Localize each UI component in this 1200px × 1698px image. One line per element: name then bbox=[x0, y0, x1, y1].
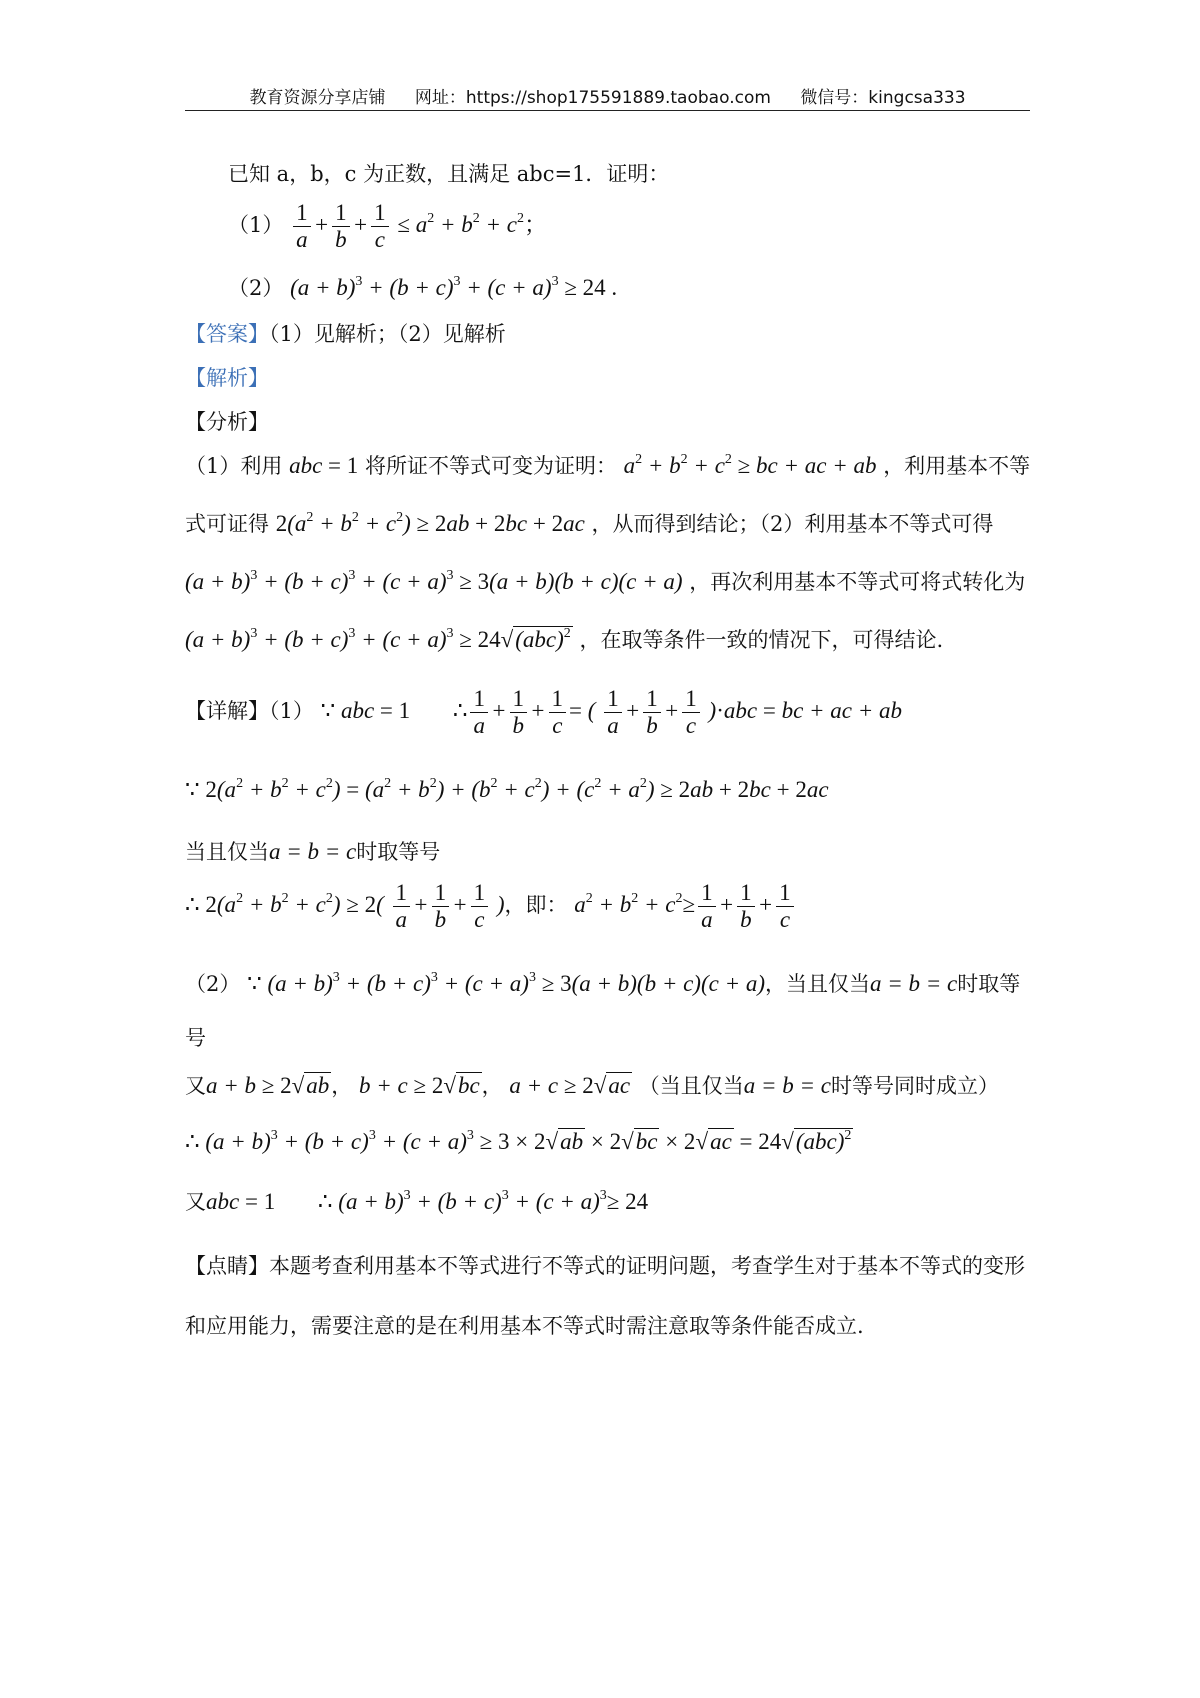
problem-part1 bbox=[228, 200, 547, 253]
detail-p1: （1） bbox=[269, 698, 314, 723]
fenxi-line-4: $(a + b)^3 + (b + c)^3 + (c + a)^3 \ge 24√(abc)^2$ ，在取等条件一致的情况下，可得结论. bbox=[185, 626, 944, 652]
fenxi-line-3: $(a + b)^3 + (b + c)^3 + (c + a)^3 \ge 3(a + b)(b + c)(c + a)$ ，再次利用基本不等式可将式转化为 bbox=[185, 568, 1026, 594]
detail-line-3: 当且仅当a = b = c时取等号 bbox=[185, 839, 441, 864]
cond-2: 时等号同时成立） bbox=[831, 1074, 999, 1098]
fenxi-t2: 将所证不等式可变为证明： bbox=[364, 454, 617, 478]
detail-ie: ，即： bbox=[504, 892, 568, 917]
detail-line-2: ∵ $2(a^2 + b^2 + c^2) = (a^2 + b^2) + (b^2 + c^2) + (c^2 + a^2) \ge 2ab + 2bc + 2ac$ bbox=[185, 776, 829, 802]
analysis-tag: 【解析】 bbox=[185, 366, 269, 390]
fenxi-t4: 式可证得 bbox=[185, 512, 269, 536]
fenxi-tag: 【分析】 bbox=[185, 410, 269, 434]
detail-line-8: 又abc = 1 ∴ $(a + b)^3 + (b + c)^3 + (c + a)^3\ge 24$ bbox=[185, 1188, 649, 1214]
detail-tag: 【详解】 bbox=[185, 698, 269, 723]
detail-line-4: ∴ $2(a^2 + b^2 + c^2) \ge 2$( $\frac{1}{a}$ + $\frac{1}{b}$ + $\frac{1}{c}$ )，即： $a^2 + b^2 + c^2\ge$ $\frac{1}{a}$ + $\frac{1}{b}$ + $\frac{1}{c}$ bbox=[185, 880, 797, 933]
dianjing-tag: 【点睛】 bbox=[185, 1254, 269, 1278]
equal-note2: 时取等号 bbox=[356, 840, 441, 864]
page-header bbox=[185, 76, 1030, 111]
p2-note: ，当且仅当 bbox=[765, 972, 871, 996]
detail-line-5: （2） ∵ $(a + b)^3 + (b + c)^3 + (c + a)^3 \ge 3(a + b)(b + c)(c + a)$，当且仅当a = b = c时取等 bbox=[185, 970, 1021, 996]
fenxi-t1: （1）利用 bbox=[185, 454, 283, 478]
problem-intro: 已知 a，b，c 为正数，且满足 abc=1．证明： bbox=[228, 162, 670, 186]
part2-label: （2） bbox=[228, 276, 284, 300]
problem-part2 bbox=[228, 272, 617, 302]
detail-line-6: 又a + b ≥ 2√ab， b + c ≥ 2√bc， a + c ≥ 2√ac （当且仅当a = b = c时等号同时成立） bbox=[185, 1073, 999, 1098]
equal-note: 当且仅当 bbox=[185, 840, 269, 864]
dianjing-paragraph bbox=[185, 1236, 1030, 1356]
fenxi-t7: ，在取等条件一致的情况下，可得结论. bbox=[579, 628, 944, 652]
answer-tag: 【答案】 bbox=[185, 322, 269, 346]
you-2: 又 bbox=[185, 1190, 206, 1214]
cond-1: （当且仅当 bbox=[638, 1074, 744, 1098]
fenxi-t5: ，从而得到结论；（2）利用基本不等式可得 bbox=[591, 512, 994, 536]
fenxi-line-2: 式可证得 $2(a^2 + b^2 + c^2) \ge 2ab + 2bc + 2ac$ ，从而得到结论；（2）利用基本不等式可得 bbox=[185, 510, 994, 536]
part2-formula: $(a + b)^3 + (b + c)^3 + (c + a)^3 \ge 24$ . bbox=[290, 274, 618, 300]
you-1: 又 bbox=[185, 1074, 206, 1098]
part1-formula: $\frac{1}{a}$ + $\frac{1}{b}$ + $\frac{1}{c}$ ≤ $a^2 + b^2 + c^2$； bbox=[290, 212, 547, 237]
detail-line-7: ∴ $(a + b)^3 + (b + c)^3 + (c + a)^3 \ge 3 \times 2√ab \times 2√bc \times 2√ac = 24√(abc)^2$ bbox=[185, 1128, 852, 1154]
detail-p2: （2） bbox=[185, 972, 241, 996]
header-wechat: 微信号：kingcsa333 bbox=[800, 88, 966, 108]
fenxi-line-1: （1）利用 abc = 1 将所证不等式可变为证明： $a^2 + b^2 + c^2$ ≥ bc + ac + ab ，利用基本不等 bbox=[185, 452, 1031, 478]
header-shop: 教育资源分享店铺 bbox=[249, 88, 386, 108]
p2-note2: 时取等 bbox=[957, 972, 1021, 996]
fenxi-t6: ，再次利用基本不等式可将式转化为 bbox=[689, 570, 1026, 594]
part1-label: （1） bbox=[228, 212, 284, 237]
dianjing-text: 本题考查利用基本不等式进行不等式的证明问题，考查学生对于基本不等式的变形和应用能力，需要注意的是在利用基本不等式时需注意取等条件能否成立. bbox=[185, 1254, 1025, 1338]
answer-line bbox=[185, 318, 506, 348]
fenxi-t3: ，利用基本不等 bbox=[883, 454, 1031, 478]
header-url: 网址：https://shop175591889.taobao.com bbox=[414, 88, 771, 108]
detail-line-1: 【详解】（1） ∵ abc = 1 ∴ $\frac{1}{a}$ + $\frac{1}{b}$ + $\frac{1}{c}$ = ( $\frac{1}{a}$ + $\frac{1}{b}$ + $\frac{1}{c}$ )·abc = bc + ac + ab bbox=[185, 686, 903, 738]
detail-hao: 号 bbox=[185, 1026, 206, 1050]
answer-text: （1）见解析；（2）见解析 bbox=[269, 322, 506, 346]
